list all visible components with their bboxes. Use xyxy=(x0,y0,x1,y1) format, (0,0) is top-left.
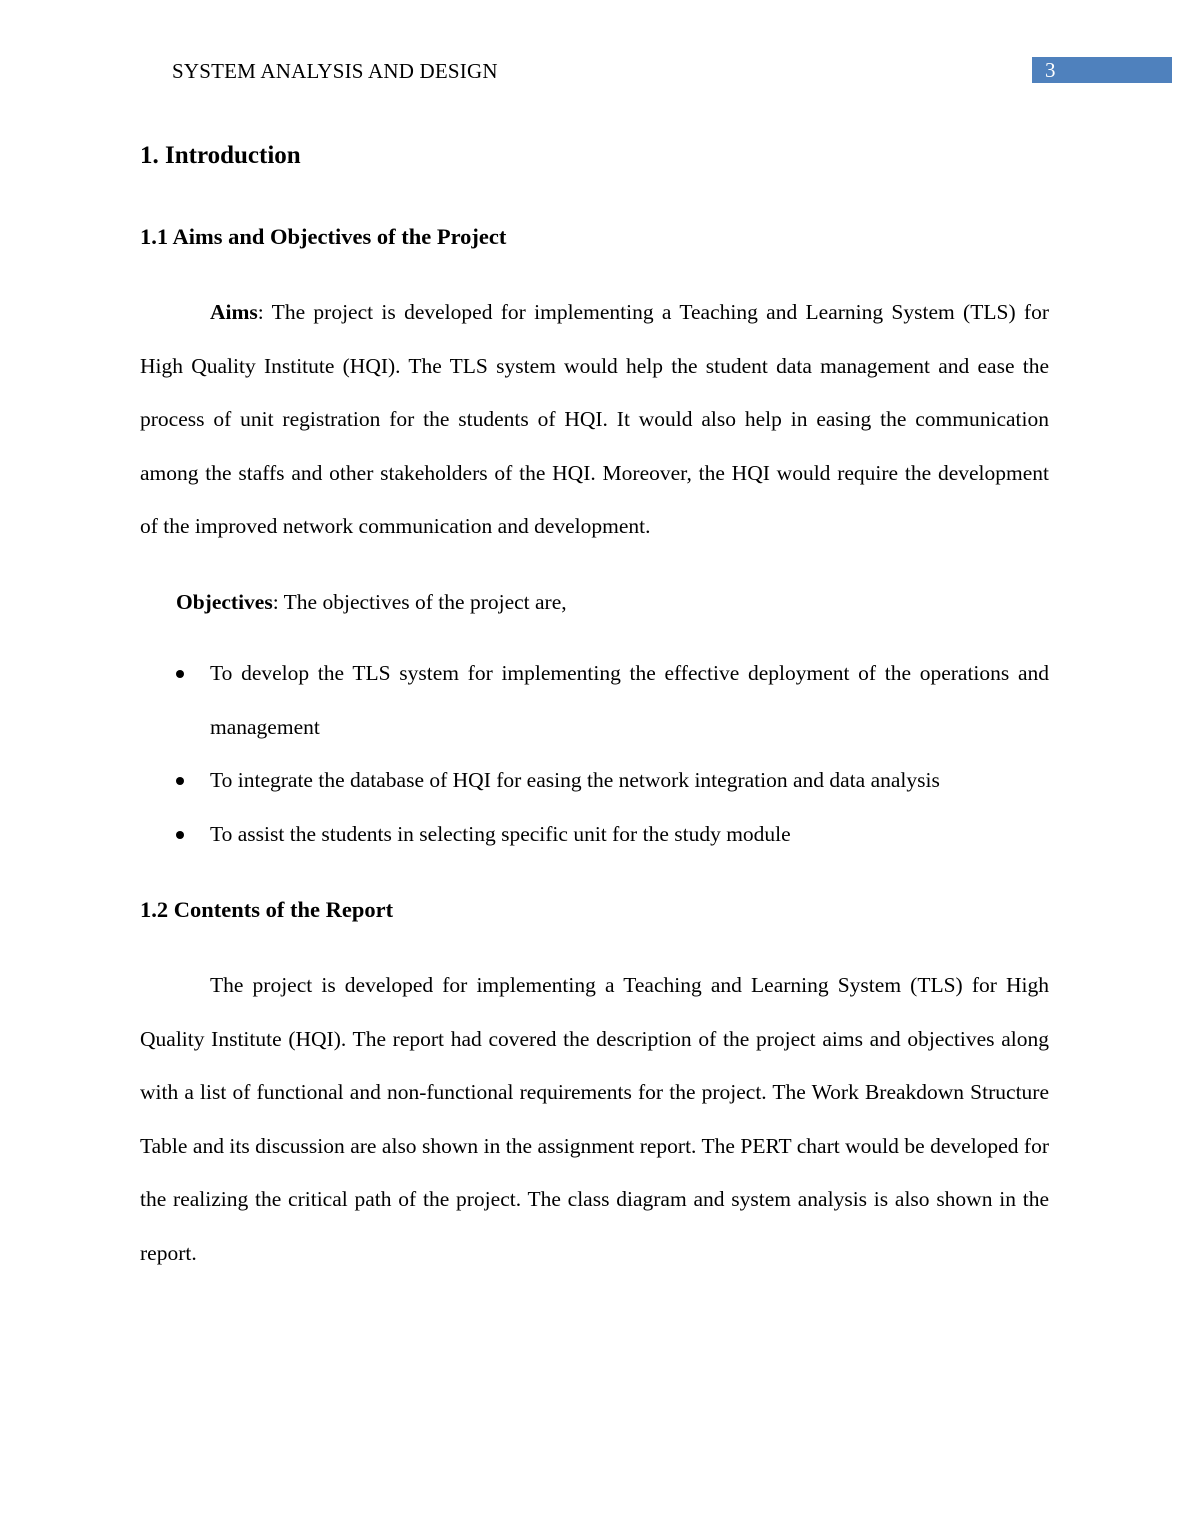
objectives-intro xyxy=(176,586,567,618)
running-header-title: SYSTEM ANALYSIS AND DESIGN xyxy=(172,59,498,83)
objectives-label: Objectives xyxy=(176,590,273,614)
section-heading-introduction: 1. Introduction xyxy=(140,142,301,169)
contents-text: The project is developed for implementing a Teaching and Learning System (TLS) for High Quality Institute (HQI). The report had covered the description of the project aims and objectives along with a list of functional and non-functional requirements for the project. The Work Breakdown Structure Table and its discussion are also shown in the assignment report. The PERT chart would be developed for the realizing the critical path of the project. The class diagram and system analysis is also shown in the report. xyxy=(140,973,1049,1265)
aims-paragraph xyxy=(140,286,1049,554)
section-heading-contents: 1.2 Contents of the Report xyxy=(140,897,394,922)
objectives-list xyxy=(140,647,1049,861)
aims-label: Aims xyxy=(210,300,258,324)
list-item: To integrate the database of HQI for easing the network integration and data analysis xyxy=(140,754,1049,808)
objectives-text: : The objectives of the project are, xyxy=(272,590,567,614)
contents-paragraph xyxy=(140,959,1049,1280)
aims-text: : The project is developed for implementing a Teaching and Learning System (TLS) for High Quality Institute (HQI). The TLS system would help the student data management and ease the process of unit registration for the students of HQI. It would also help in easing the communication among the staffs and other stakeholders of the HQI. Moreover, the HQI would require the development of the improved network communication and development. xyxy=(140,300,1049,538)
list-item: To assist the students in selecting specific unit for the study module xyxy=(140,808,1049,862)
bullet-icon xyxy=(176,777,184,785)
list-item: To develop the TLS system for implementing the effective deployment of the operations and management xyxy=(140,647,1049,754)
bullet-icon xyxy=(176,831,184,839)
page-number: 3 xyxy=(1045,58,1056,82)
page-number-badge xyxy=(1032,57,1172,83)
section-heading-aims-objectives: 1.1 Aims and Objectives of the Project xyxy=(140,224,507,249)
bullet-icon xyxy=(176,670,184,678)
